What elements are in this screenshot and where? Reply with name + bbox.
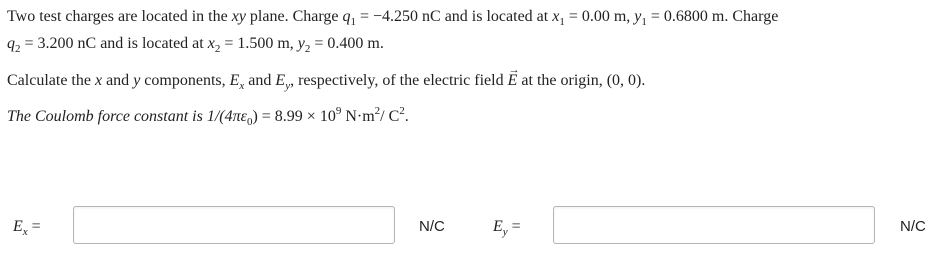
y1-symbol: $y_1$ xyxy=(634,8,647,28)
y2-value: = 0.400 m. xyxy=(314,35,384,52)
y2-symbol: $y_2$ xyxy=(297,35,311,55)
ex-answer-label: $E_x$ = xyxy=(13,218,41,238)
q2-symbol: $q_2$ xyxy=(7,35,21,55)
question-text: plane. Charge xyxy=(249,8,339,25)
ey-answer-label: $E_y$ = xyxy=(493,218,521,238)
ex-symbol: $E_x$ xyxy=(229,72,245,92)
y1-value: = 0.6800 m. Charge xyxy=(650,8,779,25)
q2-value: = 3.200 nC and is located at xyxy=(24,35,204,52)
x2-symbol: $x_2$ xyxy=(207,35,221,55)
electric-field-vector-symbol: → E xyxy=(508,71,518,91)
task-instruction: Calculate the x and y components, $E_x$ and $E_y$, respectively, of the electric field → E at the origin, (0, 0). xyxy=(7,71,645,91)
ey-unit-label: N/C xyxy=(900,218,926,235)
x1-symbol: $x_1$ xyxy=(552,8,565,28)
x1-value: = 0.00 m, xyxy=(568,8,631,25)
q1-symbol: $q_1$ xyxy=(342,8,356,28)
ex-answer-input[interactable] xyxy=(73,206,395,244)
q1-value: = −4.250 nC and is located at xyxy=(359,8,549,25)
question-line-2 xyxy=(7,34,384,54)
ey-symbol: $E_y$ xyxy=(275,72,291,92)
question-text: Two test charges are located in the xyxy=(7,8,228,25)
plane-variable: xy xyxy=(231,8,246,25)
coulomb-constant-note: The Coulomb force constant is $1/(4\pi\varepsilon_0) = 8.99 \times 10^9$ $N\cdot m^2/$ $C^2$. xyxy=(7,105,409,128)
question-line-1 xyxy=(7,7,778,27)
ex-unit-label: N/C xyxy=(419,218,445,235)
x2-value: = 1.500 m, xyxy=(224,35,294,52)
ey-answer-input[interactable] xyxy=(553,206,875,244)
